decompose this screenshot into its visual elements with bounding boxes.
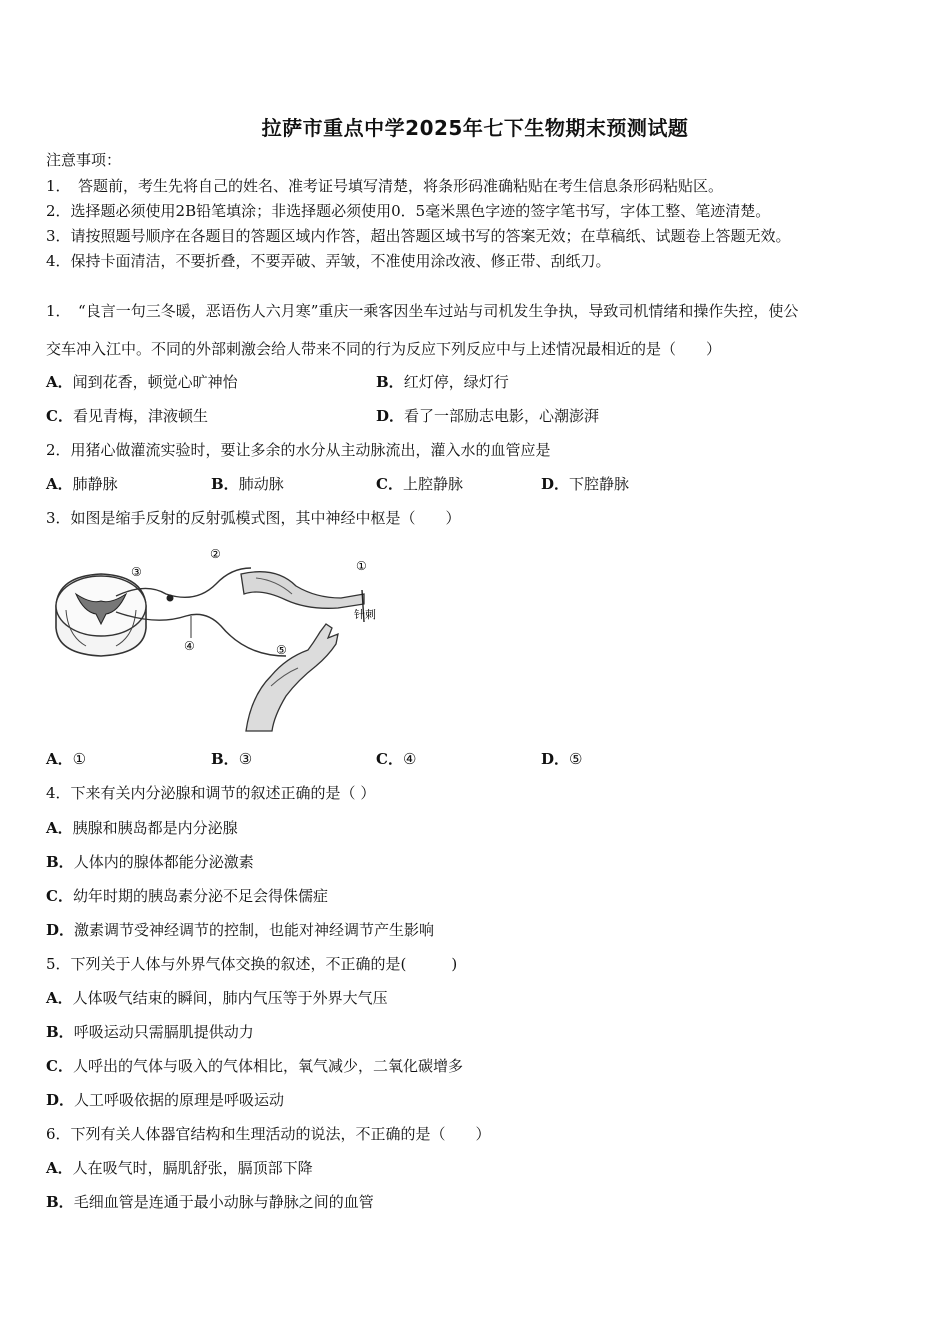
question-3-stem: 3．如图是缩手反射的反射弧模式图，其中神经中枢是（ ） <box>46 509 461 527</box>
q5-option-a: A．人体吸气结束的瞬间，肺内气压等于外界大气压 <box>46 989 388 1007</box>
q4-option-b: B．人体内的腺体都能分泌激素 <box>46 853 254 871</box>
upper-arm-illustration <box>241 572 364 622</box>
figure-label-2: ② <box>210 547 221 561</box>
reflex-arc-figure <box>46 546 386 736</box>
q1-option-a: A．闻到花香，顿觉心旷神怡 <box>46 373 238 391</box>
q1-option-c: C．看见青梅，津液顿生 <box>46 407 208 425</box>
q6-option-b: B．毛细血管是连通于最小动脉与静脉之间的血管 <box>46 1193 374 1211</box>
q1-option-d: D．看了一部励志电影，心潮澎湃 <box>376 407 600 425</box>
q3-option-d: D．⑤ <box>541 750 583 768</box>
notice-item: 3．请按照题号顺序在各题目的答题区域内作答，超出答题区域书写的答案无效；在草稿纸、试题卷上答题无效。 <box>46 227 791 245</box>
q4-option-a: A．胰腺和胰岛都是内分泌腺 <box>46 819 238 837</box>
q1-option-b: B．红灯停，绿灯行 <box>376 373 509 391</box>
notice-item: 2．选择题必须使用2B铅笔填涂；非选择题必须使用0．5毫米黑色字迹的签字笔书写，字体工整、笔迹清楚。 <box>46 202 771 220</box>
question-4-stem: 4．下来有关内分泌腺和调节的叙述正确的是（ ） <box>46 784 376 802</box>
q3-option-c: C．④ <box>376 750 417 768</box>
q5-option-c: C．人呼出的气体与吸入的气体相比，氧气减少，二氧化碳增多 <box>46 1057 463 1075</box>
q5-option-d: D．人工呼吸依据的原理是呼吸运动 <box>46 1091 285 1109</box>
question-5-stem: 5．下列关于人体与外界气体交换的叙述，不正确的是( ) <box>46 955 458 973</box>
q4-option-d: D．激素调节受神经调节的控制，也能对神经调节产生影响 <box>46 921 435 939</box>
q3-option-b: B．③ <box>211 750 253 768</box>
question-1-stem-line2: 交车冲入江中。不同的外部刺激会给人带来不同的行为反应下列反应中与上述情况最相近的是（ ） <box>46 340 722 358</box>
figure-label-1: ① <box>356 559 367 573</box>
notice-heading: 注意事项： <box>46 151 122 169</box>
q2-option-a: A．肺静脉 <box>46 475 118 493</box>
q2-option-c: C．上腔静脉 <box>376 475 463 493</box>
notice-item: 4．保持卡面清洁，不要折叠，不要弄破、弄皱，不准使用涂改液、修正带、刮纸刀。 <box>46 252 611 270</box>
page-title: 拉萨市重点中学2025年七下生物期末预测试题 <box>261 116 689 140</box>
lower-arm-illustration <box>246 624 338 731</box>
ganglion <box>167 595 174 602</box>
q2-option-d: D．下腔静脉 <box>541 475 630 493</box>
spinal-cord-illustration <box>56 574 146 656</box>
question-6-stem: 6．下列有关人体器官结构和生理活动的说法，不正确的是（ ） <box>46 1125 491 1143</box>
notice-item: 1． 答题前，考生先将自己的姓名、准考证号填写清楚，将条形码准确粘贴在考生信息条形码粘贴区。 <box>46 177 724 195</box>
q3-option-a: A．① <box>46 750 87 768</box>
q5-option-b: B．呼吸运动只需膈肌提供动力 <box>46 1023 254 1041</box>
needle-label: 针刺 <box>354 608 376 621</box>
figure-label-4: ④ <box>184 639 195 653</box>
q4-option-c: C．幼年时期的胰岛素分泌不足会得侏儒症 <box>46 887 328 905</box>
question-2-stem: 2．用猪心做灌流实验时，要让多余的水分从主动脉流出，灌入水的血管应是 <box>46 441 551 459</box>
figure-label-3: ③ <box>131 565 142 579</box>
figure-label-5: ⑤ <box>276 643 287 657</box>
question-1-stem-line1: 1． “良言一句三冬暖，恶语伤人六月寒”重庆一乘客因坐车过站与司机发生争执，导致司机情绪和操作失控，使公 <box>46 302 799 320</box>
q6-option-a: A．人在吸气时，膈肌舒张，膈顶部下降 <box>46 1159 313 1177</box>
q2-option-b: B．肺动脉 <box>211 475 284 493</box>
